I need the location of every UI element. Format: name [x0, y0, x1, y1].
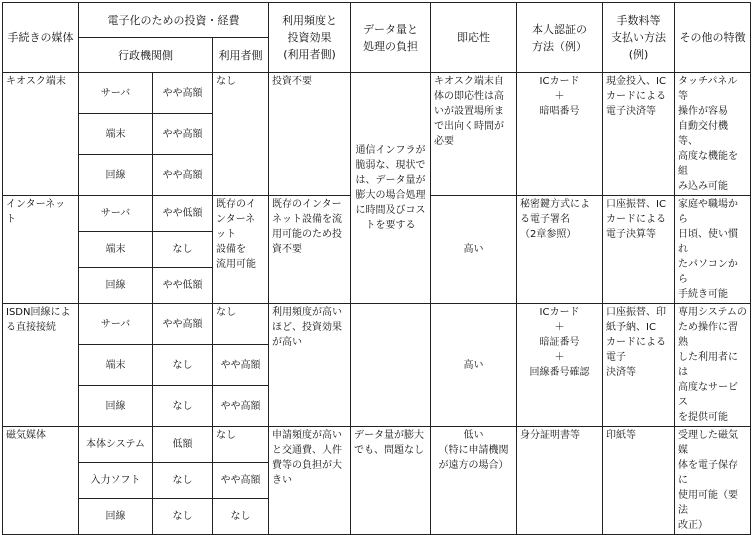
- sub-level: なし: [153, 463, 213, 499]
- frequency: 投資不要: [269, 73, 351, 196]
- media-magnetic: 磁気媒体: [3, 427, 79, 535]
- header-admin-side: 行政機関側: [79, 38, 213, 73]
- sub-level: やや低額: [153, 268, 213, 304]
- other-features: 専用システムの ため操作に習熟 した利用者には 高度なサービス を提供可能: [675, 304, 751, 427]
- auth-method: 秘密鍵方式によ る電子署名 （2章参照）: [517, 196, 603, 304]
- sub-level: やや高額: [153, 304, 213, 345]
- sub-item: 端末: [79, 232, 153, 268]
- user-cost: なし: [213, 304, 269, 345]
- frequency: 利用頻度が高い ほど、投資効果 が高い: [269, 304, 351, 427]
- sub-level: やや高額: [153, 73, 213, 114]
- sub-item: 回線: [79, 386, 153, 427]
- media-isdn: ISDN回線による直接接続: [3, 304, 79, 427]
- sub-item: 回線: [79, 499, 153, 535]
- sub-level: やや高額: [153, 155, 213, 196]
- immediacy: 低い （特に申請機関 が遠方の場合）: [431, 427, 517, 535]
- header-media: 手続きの媒体: [3, 3, 79, 73]
- data-volume: 通信インフラが 脆弱な、現状で は、データ量が 膨大の場合処理 に時間及びコス トを要する: [351, 73, 431, 304]
- fee-method: 口座振替、IC カードによる 電子決算等: [603, 196, 675, 304]
- sub-item: 端末: [79, 345, 153, 386]
- auth-method: ICカード ＋ 暗唱番号: [517, 73, 603, 196]
- sub-item: 入力ソフト: [79, 463, 153, 499]
- user-cost: なし: [213, 427, 269, 463]
- immediacy: 高い: [431, 196, 517, 304]
- sub-level: なし: [153, 386, 213, 427]
- other-features: 受理した磁気媒 体を電子保存に 使用可能（要法 改正）: [675, 427, 751, 535]
- immediacy: 高い: [431, 304, 517, 427]
- sub-level: やや低額: [153, 196, 213, 232]
- fee-method: 口座振替、印 紙予納、IC カードによる電子 決済等: [603, 304, 675, 427]
- header-other: その他の特徴: [675, 3, 751, 73]
- frequency: 既存のインター ネット設備を流 用可能のため投 資不要: [269, 196, 351, 304]
- sub-item: サーバ: [79, 73, 153, 114]
- user-cost: なし: [213, 73, 269, 196]
- header-auth: 本人認証の 方法（例）: [517, 3, 603, 73]
- header-user-side: 利用者側: [213, 38, 269, 73]
- media-internet: インターネット: [3, 196, 79, 304]
- immediacy: キオスク端末自 体の即応性は高 いが設置場所ま で出向く時間が 必要: [431, 73, 517, 196]
- user-cost: なし: [213, 499, 269, 535]
- data-volume: データ量が膨大 でも、問題なし: [351, 427, 431, 535]
- sub-item: サーバ: [79, 304, 153, 345]
- sub-level: なし: [153, 232, 213, 268]
- header-fee: 手数料等 支払い方法 (例): [603, 3, 675, 73]
- data-volume-empty: [351, 304, 431, 427]
- header-frequency: 利用頻度と 投資効果 (利用者側): [269, 3, 351, 73]
- comparison-table: [2, 2, 751, 535]
- header-immediacy: 即応性: [431, 3, 517, 73]
- sub-item: 本体システム: [79, 427, 153, 463]
- sub-level: やや高額: [153, 114, 213, 155]
- user-cost: やや高額: [213, 345, 269, 386]
- fee-method: 現金投入、IC カードによる 電子決済等: [603, 73, 675, 196]
- sub-item: サーバ: [79, 196, 153, 232]
- user-cost: 既存のイ ンターネット 設備を 流用可能: [213, 196, 269, 304]
- other-features: タッチパネル等 操作が容易 自動交付機等、 高度な機能を組 み込み可能: [675, 73, 751, 196]
- sub-level: 低額: [153, 427, 213, 463]
- media-kiosk: キオスク端末: [3, 73, 79, 196]
- sub-item: 回線: [79, 155, 153, 196]
- header-investment: 電子化のための投資・経費: [79, 3, 269, 38]
- sub-item: 端末: [79, 114, 153, 155]
- auth-method: ICカード ＋ 暗証番号 ＋ 回線番号確認: [517, 304, 603, 427]
- sub-item: 回線: [79, 268, 153, 304]
- user-cost: やや高額: [213, 463, 269, 499]
- auth-method: 身分証明書等: [517, 427, 603, 535]
- user-cost: やや高額: [213, 386, 269, 427]
- other-features: 家庭や職場から 日頃、使い慣れ たパソコンから 手続き可能: [675, 196, 751, 304]
- fee-method: 印紙等: [603, 427, 675, 535]
- frequency: 申請頻度が高い と交通費、人件 費等の負担が大 きい: [269, 427, 351, 535]
- header-data-volume: データ量と 処理の負担: [351, 3, 431, 73]
- sub-level: なし: [153, 499, 213, 535]
- sub-level: なし: [153, 345, 213, 386]
